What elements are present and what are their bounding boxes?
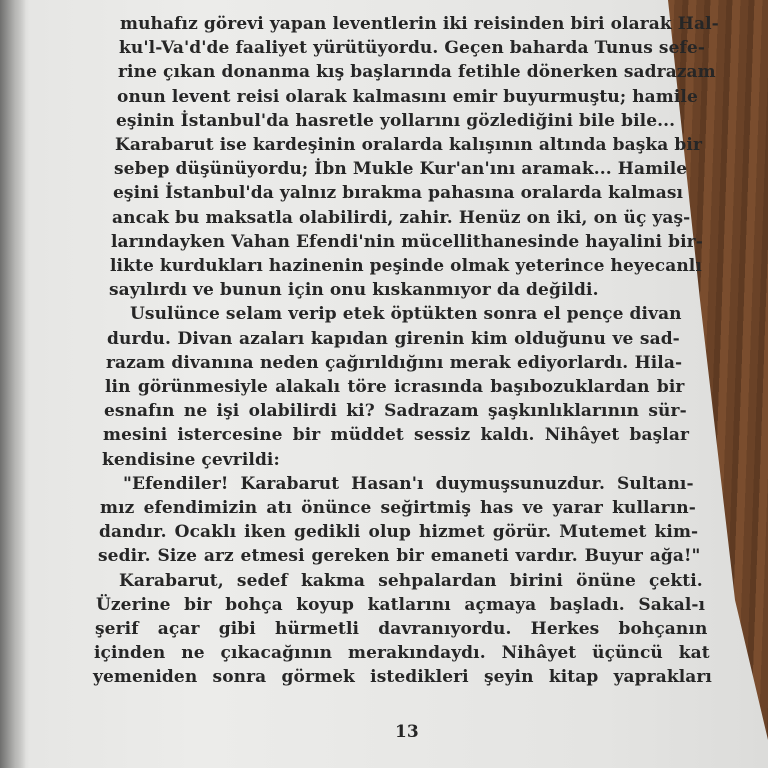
text-line: sebep düşünüyordu; İbn Mukle Kur'an'ını aramak... Hamile — [114, 159, 688, 180]
text-line: yemeniden sonra görmek istedikleri şeyin kitap yaprakları — [93, 667, 712, 688]
text-line: Üzerine bir bohça koyup katlarını açmaya başladı. Sakal-ı — [96, 594, 706, 615]
text-line: içinden ne çıkacağının merakındaydı. Nihâyet üçüncü kat — [94, 643, 710, 664]
text-line: Karabarut, sedef kakma sehpalardan birini önüne çekti. — [119, 570, 703, 591]
text-line: ku'l-Va'd'de faaliyet yürütüyordu. Geçen baharda Tunus sefe- — [119, 38, 705, 59]
text-line: onun levent reisi olarak kalmasını emir buyurmuştu; hamile — [117, 86, 698, 107]
text-line: Karabarut ise kardeşinin oralarda kalışının altında başka bir — [115, 135, 703, 155]
text-line: sedir. Size arz etmesi gereken bir emaneti vardır. Buyur ağa!" — [98, 546, 701, 567]
text-line: ancak bu maksatla olabilirdi, zahir. Henüz on iki, on üç yaş- — [112, 207, 691, 228]
text-line: esnafın ne işi olabilirdi ki? Sadrazam şaşkınlıklarının sür- — [104, 401, 687, 422]
text-line: kendisine çevrildi: — [102, 449, 280, 470]
page-number: 13 — [395, 722, 419, 742]
text-line: eşinin İstanbul'da hasretle yollarını gözlediğini bile bile... — [116, 110, 676, 131]
text-line: lin görünmesiyle alakalı töre icrasında başıbozuklardan bir — [105, 377, 685, 397]
text-line: mesini istercesine bir müddet sessiz kaldı. Nihâyet başlar — [103, 425, 690, 446]
text-line: Usulünce selam verip etek öptükten sonra el pençe divan — [130, 304, 682, 325]
text-line: muhafız görevi yapan leventlerin iki reisinden biri olarak Hal- — [120, 14, 719, 34]
text-line: dandır. Ocaklı iken gedikli olup hizmet görür. Mutemet kim- — [99, 522, 699, 543]
text-line: likte kurdukları hazinenin peşinde olmak yeterince heyecanlı — [110, 256, 702, 276]
text-line: şerif açar gibi hürmetli davranıyordu. Herkes bohçanın — [95, 619, 708, 639]
text-line: larındayken Vahan Efendi'nin mücellithanesinde hayalini bir- — [111, 231, 703, 252]
text-line: eşini İstanbul'da yalnız bırakma pahasına oralarda kalması — [113, 183, 684, 204]
text-line: sayılırdı ve bunun için onu kıskanmıyor da değildi. — [109, 280, 599, 301]
text-line: "Efendiler! Karabarut Hasan'ı duymuşsunuzdur. Sultanı- — [123, 473, 694, 494]
text-line: durdu. Divan azaları kapıdan girenin kim olduğunu ve sad- — [107, 328, 680, 349]
text-line: mız efendimizin atı önünce seğirtmiş has ve yarar kulların- — [100, 498, 696, 518]
text-line: razam divanına neden çağırıldığını merak ediyorlardı. Hila- — [106, 352, 683, 373]
book-spine-shadow — [0, 0, 26, 768]
text-line: rine çıkan donanma kış başlarında fetihle dönerken sadrazam — [118, 62, 716, 83]
